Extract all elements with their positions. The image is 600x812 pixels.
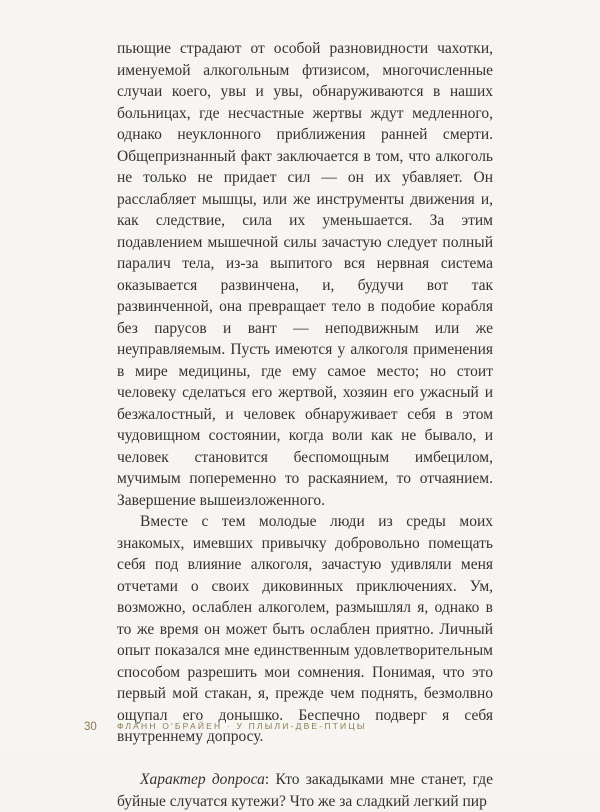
paragraph-interrogation <box>117 769 493 812</box>
page-footer <box>0 718 600 734</box>
page-number: 30 <box>84 721 97 733</box>
paragraph-continuation: пьющие страдают от особой разновидности чахотки, именуемой алкогольным фтизисом, многочисленные случаи коего, увы и увы, обнаруживаются в наших больницах, где несчастные жертвы ждут медленного, однако неуклонного приближения ранней смерти. Общепризнанный факт заключается в том, что алкоголь не только не придает сил — он их убавляет. Он расслабляет мышцы, или же инструменты движения и, как следствие, сила их уменьшается. За этим подавлением мышечной силы зачастую следует полный паралич тела, из-за выпитого вся нервная система оказывается развинчена, и, будучи вот так развинченной, она превращает тело в подобие корабля без парусов и вант — неподвижным или же неуправляемым. Пусть имеются у алкоголя применения в мире медицины, где ему самое место; но стоит человеку сделаться его жертвой, хозяин его ужасный и безжалостный, и человек обнаруживает себя в этом чудовищном состоянии, когда воли как не бывало, и человек становится беспомощным имбецилом, мучимым попеременно то раскаянием, то отчаянием. Завершение вышеизложенного. <box>117 40 493 509</box>
interrogation-text: : Кто закадыками мне станет, где буйные случатся кутежи? Что же за сладкий легкий пир <box>117 771 493 810</box>
page-text-block <box>117 38 493 812</box>
paragraph-reflection: Вместе с тем молодые люди из среды моих знакомых, имевших привычку добровольно помещать себя под влияние алкоголя, зачастую удивляли меня отчетами о своих диковинных приключениях. Ум, возможно, ослаблен алкоголем, размышлял я, однако в то же время он может быть ослаблен приятно. Личный опыт показался мне единственным удовлетворительным способом разрешить мои сомнения. Понимая, что это первый мой стакан, я, прежде чем поднять, безмолвно ощупал его донышко. Беспечно подверг я себя внутреннему допросу. <box>117 513 493 745</box>
interrogation-lead-italic: Характер допроса <box>140 771 265 788</box>
running-title: ФЛАНН О'БРАЙЕН · У ПЛЫЛИ-ДВЕ-ПТИЦЫ <box>117 721 367 731</box>
